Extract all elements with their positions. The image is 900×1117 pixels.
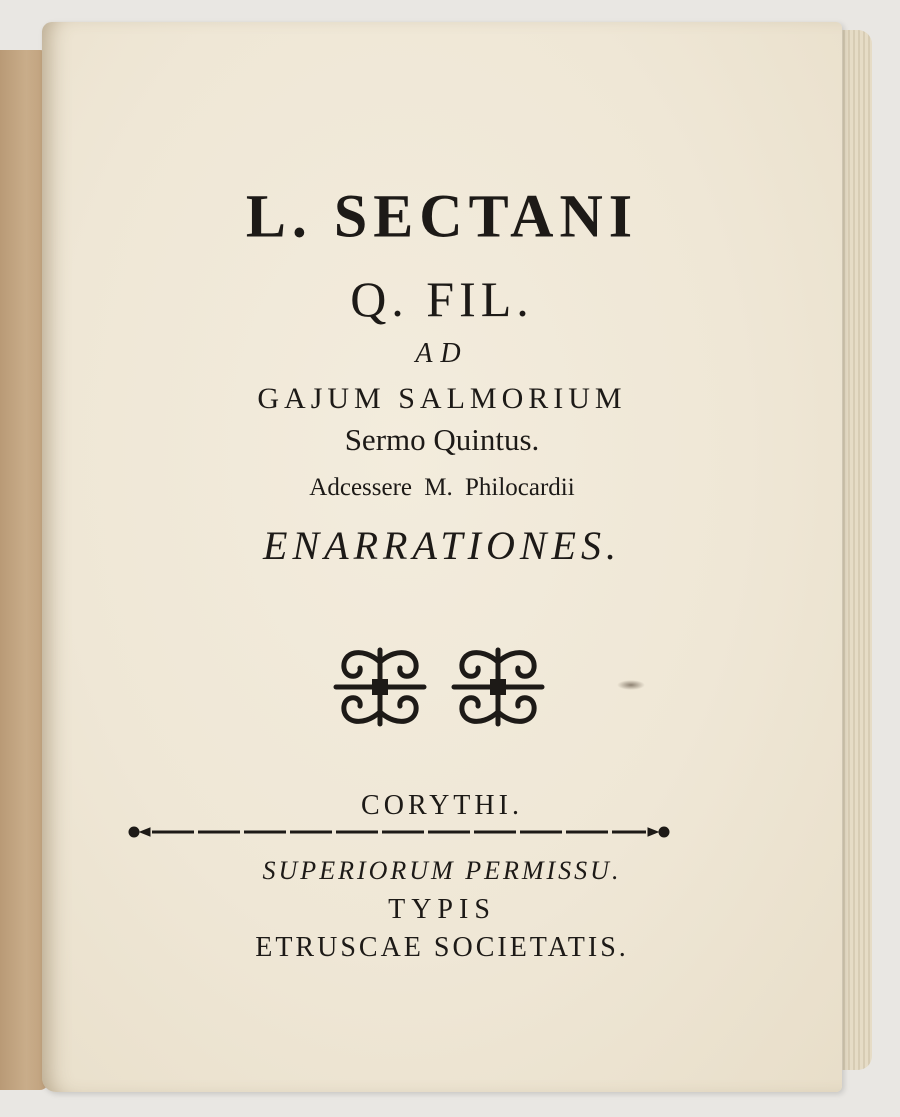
work-line: Sermo Quintus. bbox=[344, 422, 540, 457]
addition-line: Adcessere M. Philocardii bbox=[309, 474, 575, 501]
ornamental-rule bbox=[124, 822, 674, 842]
printer-line-1: TYPIS bbox=[388, 894, 496, 925]
permission-line: SUPERIORUM PERMISSU. bbox=[262, 856, 622, 885]
title-page bbox=[42, 22, 842, 1092]
addressee-line: GAJUM SALMORIUM bbox=[257, 382, 627, 415]
imprint-city-line: CORYTHI. bbox=[361, 790, 523, 821]
preposition-line: AD bbox=[415, 338, 469, 369]
commentary-line: ENARRATIONES. bbox=[263, 523, 621, 568]
fleuron-pair-icon bbox=[282, 642, 602, 732]
left-cover-board bbox=[0, 50, 48, 1090]
ink-smudge bbox=[617, 680, 645, 690]
author-line: L. SECTANI bbox=[245, 182, 639, 250]
filiation-line: Q. FIL. bbox=[350, 271, 534, 327]
printer-line-2: ETRUSCAE SOCIETATIS. bbox=[255, 932, 629, 963]
